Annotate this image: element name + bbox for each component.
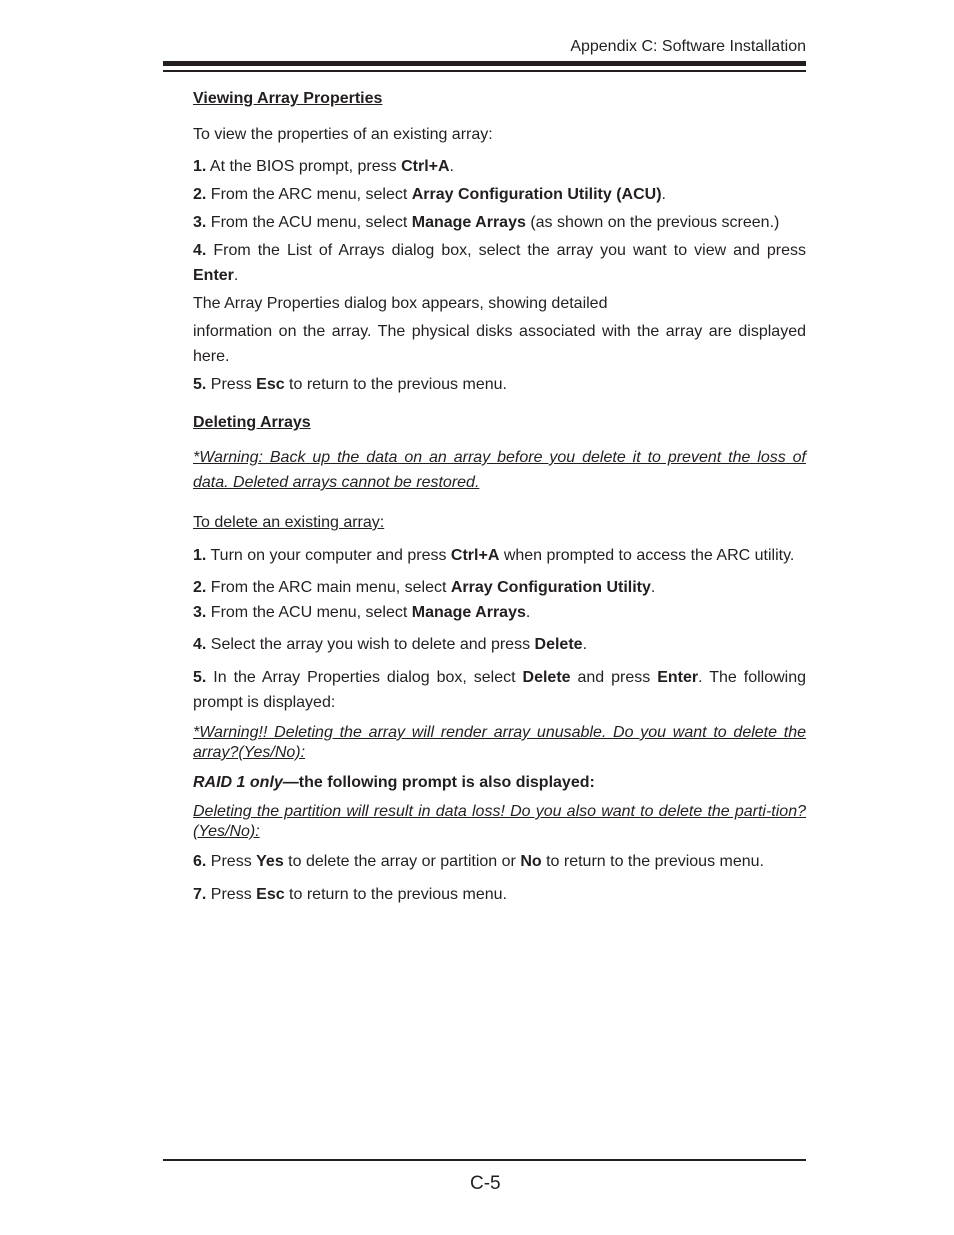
deleting-step-1: [193, 543, 806, 568]
viewing-step-3: [193, 210, 806, 235]
viewing-step-5: [193, 372, 806, 397]
header-rule-thick: [163, 61, 806, 66]
step-text: Select the array you wish to delete and press: [206, 636, 535, 653]
footer-rule: [163, 1159, 806, 1161]
step-keyword: Yes: [256, 853, 284, 870]
partition-warning: Deleting the partition will result in data loss! Do you also want to delete the parti-tion? (Yes/No):: [193, 803, 806, 840]
deleting-step-5: [193, 665, 806, 715]
step-number: 1.: [193, 158, 207, 175]
step-text: From the ARC menu, select: [206, 186, 412, 203]
page-number: C-5: [470, 1173, 501, 1194]
step-text: From the List of Arrays dialog box, select the array you want to view and press: [206, 242, 806, 259]
step-number: 2.: [193, 579, 207, 596]
step-text: . The following prompt is displayed:: [193, 669, 807, 711]
step-number: 4.: [193, 636, 207, 653]
viewing-heading: Viewing Array Properties: [193, 90, 383, 107]
step-keyword: Esc: [256, 886, 285, 903]
step-keyword: Manage Arrays: [411, 604, 526, 621]
step-number: 3.: [193, 214, 207, 231]
step-text: Turn on your computer and press: [206, 547, 451, 564]
viewing-step-2: [193, 182, 806, 207]
viewing-intro: To view the properties of an existing array:: [193, 126, 493, 143]
step-number: 5.: [193, 669, 207, 686]
raid-note: [193, 770, 806, 795]
header-rule-thin: [163, 70, 806, 72]
header-title: Appendix C: Software Installation: [570, 38, 806, 55]
deleting-step-3: [193, 600, 806, 625]
deleting-heading: Deleting Arrays: [193, 414, 311, 431]
deleting-step-6: [193, 849, 806, 874]
step-keyword: Array Configuration Utility (ACU): [411, 186, 662, 203]
raid-note-text: —the following prompt is also displayed:: [282, 774, 595, 791]
step-text: Press: [206, 853, 257, 870]
step-text: when prompted to access the ARC utility.: [499, 547, 795, 564]
main-content: [193, 86, 806, 907]
step-text: (as shown on the previous screen.): [525, 214, 780, 231]
step-text: to delete the array or partition or: [283, 853, 521, 870]
step-number: 6.: [193, 853, 207, 870]
step-text: Press: [206, 376, 257, 393]
delete-confirm-warning: *Warning!! Deleting the array will render array unusable. Do you want to delete the array?(Yes/No):: [193, 724, 806, 761]
viewing-step-1: [193, 154, 806, 179]
step-number: 7.: [193, 886, 207, 903]
step-text: From the ACU menu, select: [206, 604, 412, 621]
step-number: 1.: [193, 547, 207, 564]
step-number: 4.: [193, 242, 207, 259]
step-text: .: [582, 636, 588, 653]
step-text: .: [650, 579, 656, 596]
step-keyword: Esc: [256, 376, 285, 393]
step-keyword: Delete: [534, 636, 583, 653]
raid-note-label: RAID 1 only: [193, 774, 283, 791]
viewing-step-4: [193, 238, 806, 288]
step-text: .: [525, 604, 531, 621]
step-number: 3.: [193, 604, 207, 621]
viewing-note-line-2: information on the array. The physical disks associated with the array are displayed here.: [193, 323, 806, 365]
step-text: From the ACU menu, select: [206, 214, 412, 231]
step-text: Press: [206, 886, 257, 903]
step-text: From the ARC main menu, select: [206, 579, 451, 596]
step-keyword: Ctrl+A: [401, 158, 450, 175]
deleting-intro: To delete an existing array:: [193, 514, 385, 531]
backup-warning: *Warning: Back up the data on an array before you delete it to prevent the loss of data. Deleted arrays cannot be restored.: [193, 449, 806, 491]
step-keyword: Manage Arrays: [411, 214, 526, 231]
step-keyword: No: [520, 853, 542, 870]
step-text: to return to the previous menu.: [541, 853, 764, 870]
step-number: 2.: [193, 186, 207, 203]
deleting-step-7: [193, 882, 806, 907]
deleting-step-4: [193, 632, 806, 657]
step-number: 5.: [193, 376, 207, 393]
deleting-step-2: [193, 575, 806, 600]
step-keyword: Enter: [657, 669, 699, 686]
step-text: .: [661, 186, 666, 203]
step-keyword: Delete: [522, 669, 571, 686]
viewing-note-line-1: The Array Properties dialog box appears, showing detailed: [193, 295, 608, 312]
step-keyword: Enter: [193, 267, 234, 284]
step-keyword: Ctrl+A: [450, 547, 500, 564]
step-keyword: Array Configuration Utility: [450, 579, 651, 596]
step-text: to return to the previous menu.: [284, 886, 507, 903]
step-text: .: [233, 267, 239, 284]
step-text: At the BIOS prompt, press: [206, 158, 402, 175]
step-text: to return to the previous menu.: [284, 376, 507, 393]
step-text: and press: [570, 669, 658, 686]
step-text: .: [449, 158, 454, 175]
step-text: In the Array Properties dialog box, select: [206, 669, 523, 686]
